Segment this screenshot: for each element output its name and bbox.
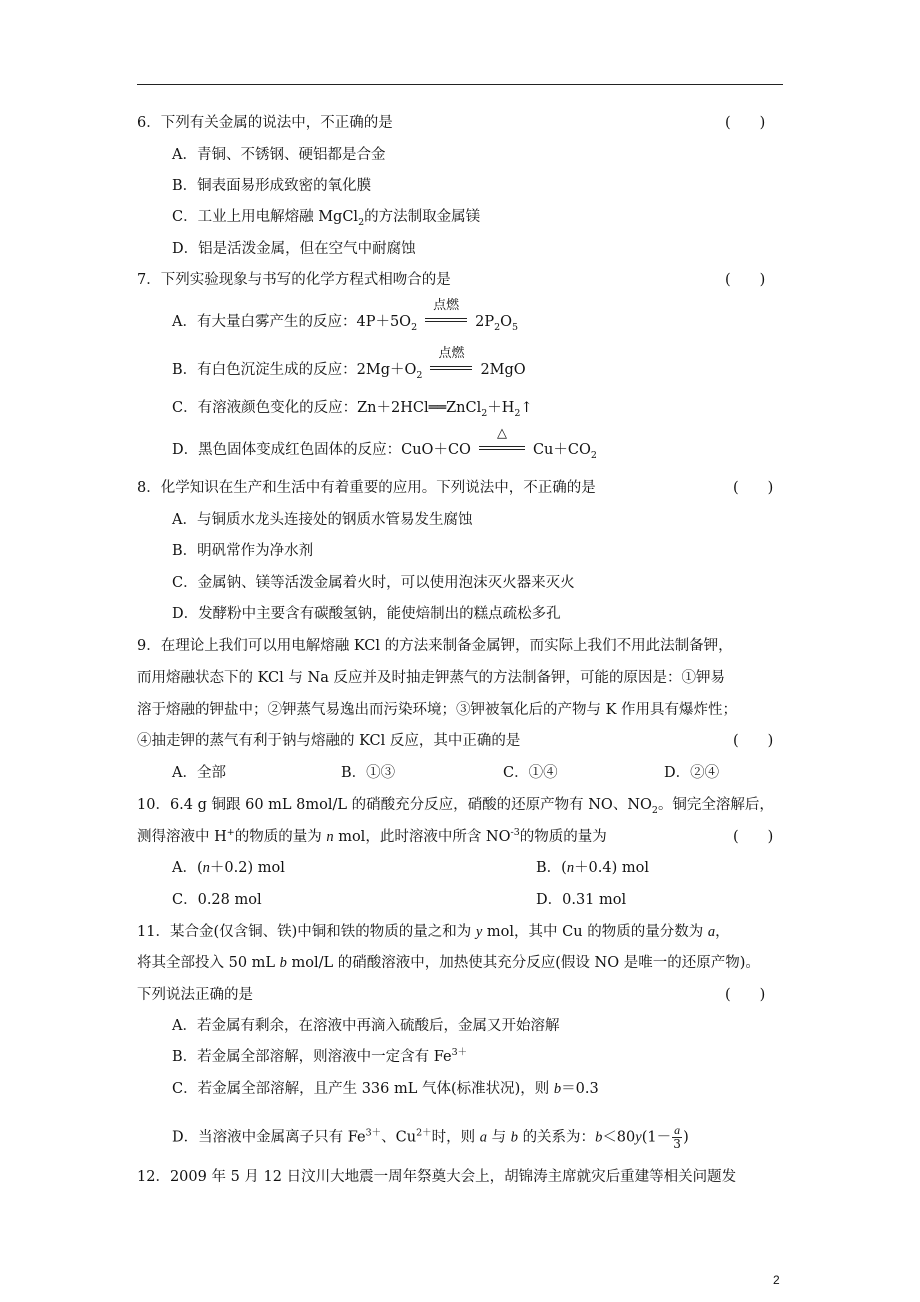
q9-option-c: C．①④ <box>503 765 558 781</box>
q11-option-b: B．若金属全部溶解，则溶液中一定含有 $Fe^{3+}$ <box>172 1047 468 1065</box>
q9-line-2: 而用熔融状态下的 KCl 与 Na 反应并及时抽走钾蒸气的方法制备钾，可能的原因是：①钾易 <box>137 670 725 686</box>
q8-option-a: A．与铜质水龙头连接处的钢质水管易发生腐蚀 <box>172 512 473 528</box>
reaction-arrow-ignite: 点燃 <box>428 360 474 374</box>
q9-option-a: A．全部 <box>172 765 226 781</box>
q11-option-c: C．若金属全部溶解，且产生 336 mL 气体(标准状况)，则 b＝0.3 <box>172 1081 599 1097</box>
q11-answer-paren: ( ) <box>725 987 766 1003</box>
q6-stem: 6．下列有关金属的说法中，不正确的是 <box>137 115 393 131</box>
reaction-arrow-ignite: 点燃 <box>423 312 469 326</box>
q9-line-1: 9．在理论上我们可以用电解熔融 KCl 的方法来制备金属钾，而实际上我们不用此法制备钾， <box>137 638 733 654</box>
q11-line-1: 11．某合金(仅含铜、铁)中铜和铁的物质的量之和为 y mol，其中 Cu 的物质的量分数为 a， <box>137 924 730 940</box>
q11-line-3: 下列说法正确的是 <box>137 987 253 1003</box>
fraction-a-over-3: $\frac{a}{3}$ <box>673 1123 681 1151</box>
q10-option-d: D．0.31 mol <box>536 892 627 908</box>
q6-option-d: D．铝是活泼金属，但在空气中耐腐蚀 <box>172 241 416 257</box>
q9-answer-paren: ( ) <box>733 733 774 749</box>
q11-line-2: 将其全部投入 50 mL b mol/L 的硝酸溶液中，加热使其充分反应(假设 NO 是唯一的还原产物)。 <box>137 955 760 971</box>
reaction-arrow-heat: △ <box>477 440 527 454</box>
q8-answer-paren: ( ) <box>733 480 774 496</box>
q7-option-a: A．有大量白雾产生的反应：$4P+5O_2$ 点燃 $2P_2O_5$ <box>172 298 519 333</box>
q12-line-1: 12．2009 年 5 月 12 日汶川大地震一周年祭奠大会上，胡锦涛主席就灾后重建等相关问题发 <box>137 1169 737 1185</box>
q7-option-b: B．有白色沉淀生成的反应：$2Mg+O_2$ 点燃 2MgO <box>172 346 526 381</box>
gas-arrow-icon: ↑ <box>520 400 533 416</box>
q6-option-a: A．青铜、不锈钢、硬铝都是合金 <box>172 147 386 163</box>
q8-option-b: B．明矾常作为净水剂 <box>172 543 314 559</box>
q10-option-a: A．(n＋0.2) mol <box>172 860 285 876</box>
q7-stem: 7．下列实验现象与书写的化学方程式相吻合的是 <box>137 272 451 288</box>
q9-option-d: D．②④ <box>664 765 720 781</box>
q7-option-c: C．有溶液颜色变化的反应：$Zn+2HCl══ZnCl_2+H_2↑$ <box>172 400 533 419</box>
q6-option-b: B．铜表面易形成致密的氧化膜 <box>172 178 372 194</box>
q8-stem: 8．化学知识在生产和生活中有着重要的应用。下列说法中，不正确的是 <box>137 480 596 496</box>
q9-line-4: ④抽走钾的蒸气有利于钠与熔融的 KCl 反应，其中正确的是 <box>137 733 521 749</box>
q6-answer-paren: ( ) <box>725 115 766 131</box>
q10-line-1: 10．6.4 g 铜跟 60 mL 8mol/L 的硝酸充分反应，硝酸的还原产物有 NO、$NO_2$。铜完全溶解后， <box>137 797 774 816</box>
q8-option-d: D．发酵粉中主要含有碳酸氢钠，能使焙制出的糕点疏松多孔 <box>172 606 561 622</box>
q9-line-3: 溶于熔融的钾盐中；②钾蒸气易逸出而污染环境；③钾被氧化后的产物与 K 作用具有爆炸性； <box>137 702 738 718</box>
q10-option-c: C．0.28 mol <box>172 892 262 908</box>
q7-answer-paren: ( ) <box>725 272 766 288</box>
q11-option-d: D．当溶液中金属离子只有 $Fe^{3+}$、$Cu^{2+}$时，则 a 与 b 的关系为：b＜80y(1－ $\frac{a}{3}$ ) <box>172 1123 689 1151</box>
q10-line-2: 测得溶液中 H+的物质的量为 n mol，此时溶液中所含 $NO^{-3}$的物质的量为 <box>137 827 607 845</box>
q7-option-d: D．黑色固体变成红色固体的反应：CuO＋CO △ $Cu+CO_2$ <box>172 426 597 461</box>
page-number: 2 <box>773 1273 780 1287</box>
q8-option-c: C．金属钠、镁等活泼金属着火时，可以使用泡沫灭火器来灭火 <box>172 575 575 591</box>
q10-option-b: B．(n＋0.4) mol <box>536 860 650 876</box>
q11-option-a: A．若金属有剩余，在溶液中再滴入硫酸后，金属又开始溶解 <box>172 1018 560 1034</box>
header-rule <box>137 84 783 85</box>
q6-option-c: C．工业上用电解熔融 MgCl$_2$的方法制取金属镁 <box>172 209 481 228</box>
q9-option-b: B．①③ <box>341 765 396 781</box>
q10-answer-paren: ( ) <box>733 829 774 845</box>
